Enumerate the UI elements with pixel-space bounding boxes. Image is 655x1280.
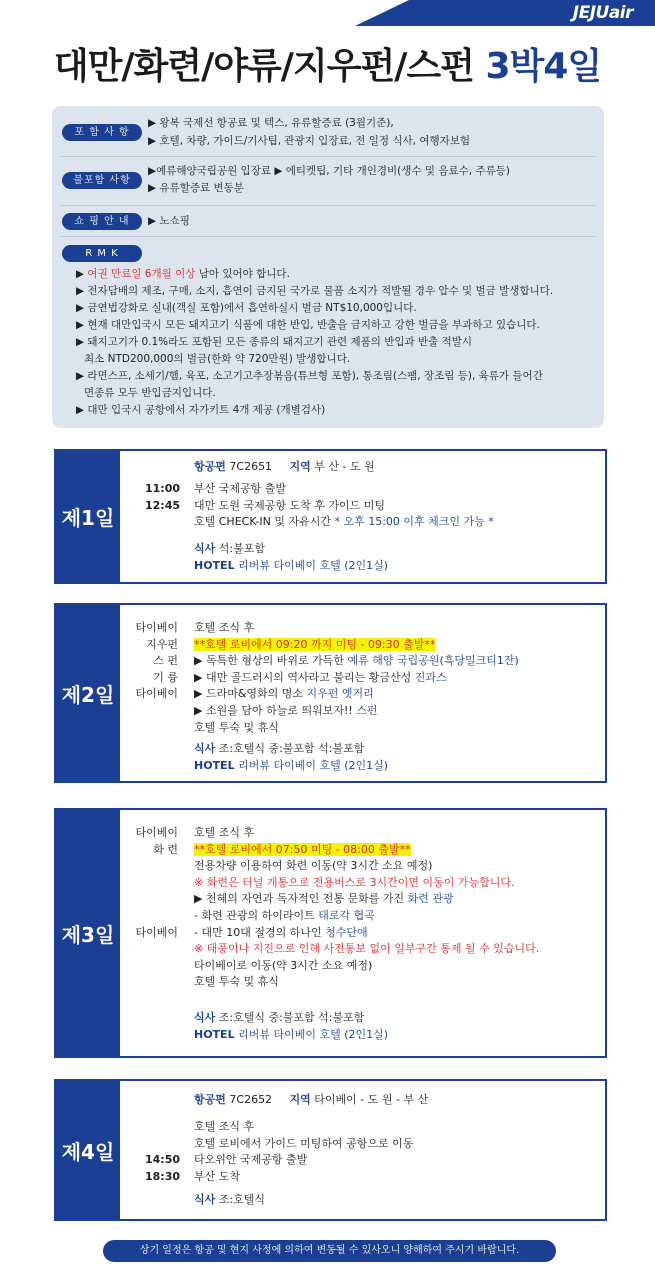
- rmk-line: 최소 NTD200,000의 벌금(한화 약 720만원) 발생합니다.: [84, 353, 351, 365]
- day3-label: 제3일: [56, 810, 120, 1056]
- rmk-tag: R M K: [62, 245, 142, 262]
- rmk-line: ▶ 금연법강화로 실내(객실 포함)에서 흡연하실시 벌금 NT$10,000입니다.: [76, 302, 417, 314]
- flight-number: 7C2652: [225, 1093, 273, 1106]
- day1-card: [54, 449, 607, 584]
- meal-value: 석:불포함: [215, 542, 265, 555]
- rmk-passport-warning: 여권 만료일 6개월 이상: [87, 268, 196, 280]
- divider: [60, 156, 596, 157]
- notice-line: ※ 태풍이나 지진으로 인해 사전통보 없이 일부구간 통제 될 수 있습니다.: [194, 942, 540, 956]
- excluded-tag: 불포함 사항: [62, 172, 142, 189]
- shopping-line: ▶ 노쇼핑: [148, 215, 190, 227]
- place: 타이베이: [135, 687, 178, 701]
- day3-hotel: [194, 1027, 388, 1044]
- text: - 화련 관광의 하이라이트: [194, 908, 319, 922]
- time: 11:00: [144, 482, 180, 495]
- meal-value: 조:호텔식 중:불포함 석:불포함: [215, 742, 365, 755]
- text: ▶ 소원을 담아 하늘로 띄워보자!!: [194, 703, 357, 717]
- day2-hotel: [194, 758, 388, 775]
- hotel-checkin: 호텔 CHECK-IN 및 자유시간: [194, 515, 331, 529]
- day4-card: [54, 1079, 607, 1221]
- day1-label: 제1일: [56, 451, 120, 582]
- info-box: [52, 106, 604, 428]
- meeting-highlight: **호텔 로비에서 09:20 까지 미팅 - 09:30 출발**: [194, 637, 436, 651]
- divider: [60, 236, 596, 237]
- schedule-line: [194, 703, 519, 720]
- attraction: 청수단애: [325, 925, 368, 939]
- rmk-line: ▶ 돼지고기가 0.1%라도 포함된 모든 종류의 돼지고기 관련 제품의 반입과 반출 적발시: [76, 336, 473, 348]
- hotel-label: HOTEL: [194, 759, 235, 772]
- day3-meal: [194, 1010, 364, 1027]
- schedule-line: 부산 도착: [194, 1169, 241, 1183]
- included-line: ▶ 왕복 국제선 항공료 및 텍스, 유류할증료 (3월기준),: [148, 117, 394, 129]
- day1-schedule: [194, 481, 494, 531]
- schedule-line: [194, 653, 519, 670]
- day4-meal: [194, 1192, 265, 1209]
- place: 지우펀: [146, 637, 178, 651]
- day1-times: [136, 481, 180, 514]
- checkin-note: * 오후 15:00 이후 체크인 가능 *: [330, 515, 494, 529]
- title-main: 대만/화련/야류/지우펀/스펀: [53, 46, 486, 87]
- day3-schedule: [194, 825, 539, 991]
- schedule-line: 호텔 조식 후: [194, 621, 255, 634]
- day3-card: [54, 808, 607, 1058]
- schedule-line: 전용차량 이용하여 화련 이동(약 3시간 소요 예정): [194, 859, 433, 873]
- schedule-line: [194, 637, 519, 654]
- day3-places: [120, 825, 178, 858]
- day4-flight-info: [194, 1092, 428, 1109]
- schedule-line: 호텔 조식 후: [194, 826, 255, 839]
- schedule-line: 호텔 조식 후: [194, 1120, 255, 1133]
- day2-places: [120, 620, 178, 703]
- page-title: [0, 38, 655, 89]
- day1-flight-info: [194, 459, 375, 476]
- attraction: 화련 관광: [407, 892, 454, 906]
- meal-label: 식사: [194, 742, 216, 755]
- rmk-line: ▶ 전자담배의 제조, 구매, 소지, 흡연이 금지된 국가로 물품 소지가 적발될 경우 압수 및 벌금 발생합니다.: [76, 285, 554, 297]
- schedule-line: [194, 670, 519, 687]
- flight-label: 항공편: [194, 460, 226, 473]
- text: ▶ 드라마&영화의 명소: [194, 687, 307, 701]
- day4-times: [136, 1152, 180, 1185]
- day1-meal: [194, 541, 265, 558]
- rmk-line: ▶ 라면스프, 소세기/햄, 육포, 소고기고추장볶음(튜브형 포함), 통조림(스팸, 장조림 등), 육류가 들어간: [76, 370, 543, 382]
- day4-schedule: [194, 1119, 413, 1185]
- rmk-line: ▶ 여권 만료일 6개월 이상 남아 있어야 합니다.: [76, 268, 290, 280]
- day1-hotel: [194, 558, 388, 575]
- top-bar: [0, 0, 655, 26]
- region-value: 부 산 - 도 원: [310, 460, 375, 473]
- attraction: 스펀: [356, 703, 378, 717]
- meal-label: 식사: [194, 542, 216, 555]
- text: ▶ 독특한 형상의 바위로 가득한: [194, 654, 348, 668]
- hotel-label: HOTEL: [194, 559, 235, 572]
- time: 12:45: [144, 498, 180, 512]
- schedule-line: [194, 925, 539, 942]
- schedule-line: [194, 514, 494, 531]
- attraction: 진과스: [414, 670, 447, 684]
- included-tag: 포 함 사 항: [62, 124, 142, 141]
- footer-notice: 상기 일정은 항공 및 현지 사정에 의하여 변동될 수 있사오니 양해하여 주시기 바랍니다.: [103, 1240, 556, 1262]
- day2-card: [54, 603, 607, 783]
- schedule-line: [194, 842, 539, 859]
- schedule-line: 부산 국제공항 출발: [194, 482, 287, 495]
- rmk-line: ▶ 대만 입국시 공항에서 자가키트 4개 제공 (개별검사): [76, 404, 326, 416]
- schedule-line: 대만 도원 국제공항 도착 후 가이드 미팅: [194, 498, 385, 512]
- title-accent: 3박4일: [485, 46, 602, 87]
- meeting-highlight: **호텔 로비에서 07:50 미팅 - 08:00 출발**: [194, 842, 411, 856]
- day2-label: 제2일: [56, 605, 120, 781]
- attraction: 태로각 협곡: [318, 908, 375, 922]
- hotel-value: 리버뷰 타이베이 호텔 (2인1실): [234, 559, 389, 572]
- day2-schedule: [194, 620, 519, 736]
- excluded-line: ▶ 유류할증료 변동분: [148, 182, 244, 194]
- included-line: ▶ 호텔, 차량, 가이드/기사팁, 관광지 입장료, 전 일정 식사, 여행자보험: [148, 135, 471, 147]
- place: 타이베이: [135, 826, 178, 839]
- schedule-line: 호텔 투숙 및 휴식: [194, 975, 279, 989]
- time: 14:50: [144, 1153, 180, 1166]
- schedule-line: [194, 908, 539, 925]
- region-label: 지역: [289, 1093, 311, 1106]
- schedule-line: 타이베이로 이동(약 3시간 소요 예정): [194, 958, 373, 972]
- schedule-line: [194, 686, 519, 703]
- jejuair-logo: JEJUair: [572, 3, 633, 23]
- hotel-value: 리버뷰 타이베이 호텔 (2인1실): [234, 1028, 389, 1041]
- time: 18:30: [144, 1169, 180, 1183]
- schedule-line: 타오위안 국제공항 출발: [194, 1153, 308, 1167]
- attraction: 지우펀 옛거리: [306, 687, 374, 701]
- text: ▶ 천혜의 자연과 독자적인 전통 문화를 가진: [194, 892, 408, 906]
- attraction: 예류 해양 국립공원(흑당밀크티1잔): [347, 654, 519, 668]
- hotel-label: HOTEL: [194, 1028, 235, 1041]
- hotel-value: 리버뷰 타이베이 호텔 (2인1실): [234, 759, 389, 772]
- day4-label: 제4일: [56, 1081, 120, 1219]
- place: 화 련: [153, 842, 178, 856]
- place: 타이베이: [135, 621, 178, 634]
- flight-label: 항공편: [194, 1093, 226, 1106]
- meal-value: 조:호텔식: [215, 1193, 265, 1206]
- notice-line: ※ 화련은 터널 개통으로 전용버스로 3시간이면 이동이 가능합니다.: [194, 875, 515, 889]
- day2-meal: [194, 741, 364, 758]
- region-label: 지역: [289, 460, 311, 473]
- meal-value: 조:호텔식 중:불포함 석:불포함: [215, 1011, 365, 1024]
- divider: [60, 205, 596, 206]
- day3-place-return: 타이베이: [135, 926, 178, 939]
- schedule-line: 호텔 로비에서 가이드 미팅하여 공항으로 이동: [194, 1136, 414, 1150]
- meal-label: 식사: [194, 1193, 216, 1206]
- schedule-line: 호텔 투숙 및 휴식: [194, 720, 279, 734]
- excluded-line: ▶예류해양국립공원 입장료 ▶ 에티켓팁, 기타 개인경비(생수 및 음료수, 주류등): [148, 165, 511, 177]
- place: 기 륭: [153, 670, 178, 684]
- text: - 대만 10대 절경의 하나인: [194, 925, 326, 939]
- place: 스 펀: [153, 654, 178, 668]
- text: ▶ 대만 골드러시의 역사라고 불리는 황금산성: [194, 670, 415, 684]
- flight-number: 7C2651: [225, 460, 273, 473]
- rmk-line: 면종류 모두 반입금지입니다.: [84, 387, 216, 399]
- rmk-passport-rest: 남아 있어야 합니다.: [195, 268, 290, 280]
- region-value: 타이베이 - 도 원 - 부 산: [310, 1093, 429, 1106]
- schedule-line: [194, 891, 539, 908]
- shopping-tag: 쇼 핑 안 내: [62, 213, 142, 230]
- meal-label: 식사: [194, 1011, 216, 1024]
- rmk-line: ▶ 현재 대만입국시 모든 돼지고기 식품에 대한 반입, 반출을 금지하고 강한 벌금을 부과하고 있습니다.: [76, 319, 540, 331]
